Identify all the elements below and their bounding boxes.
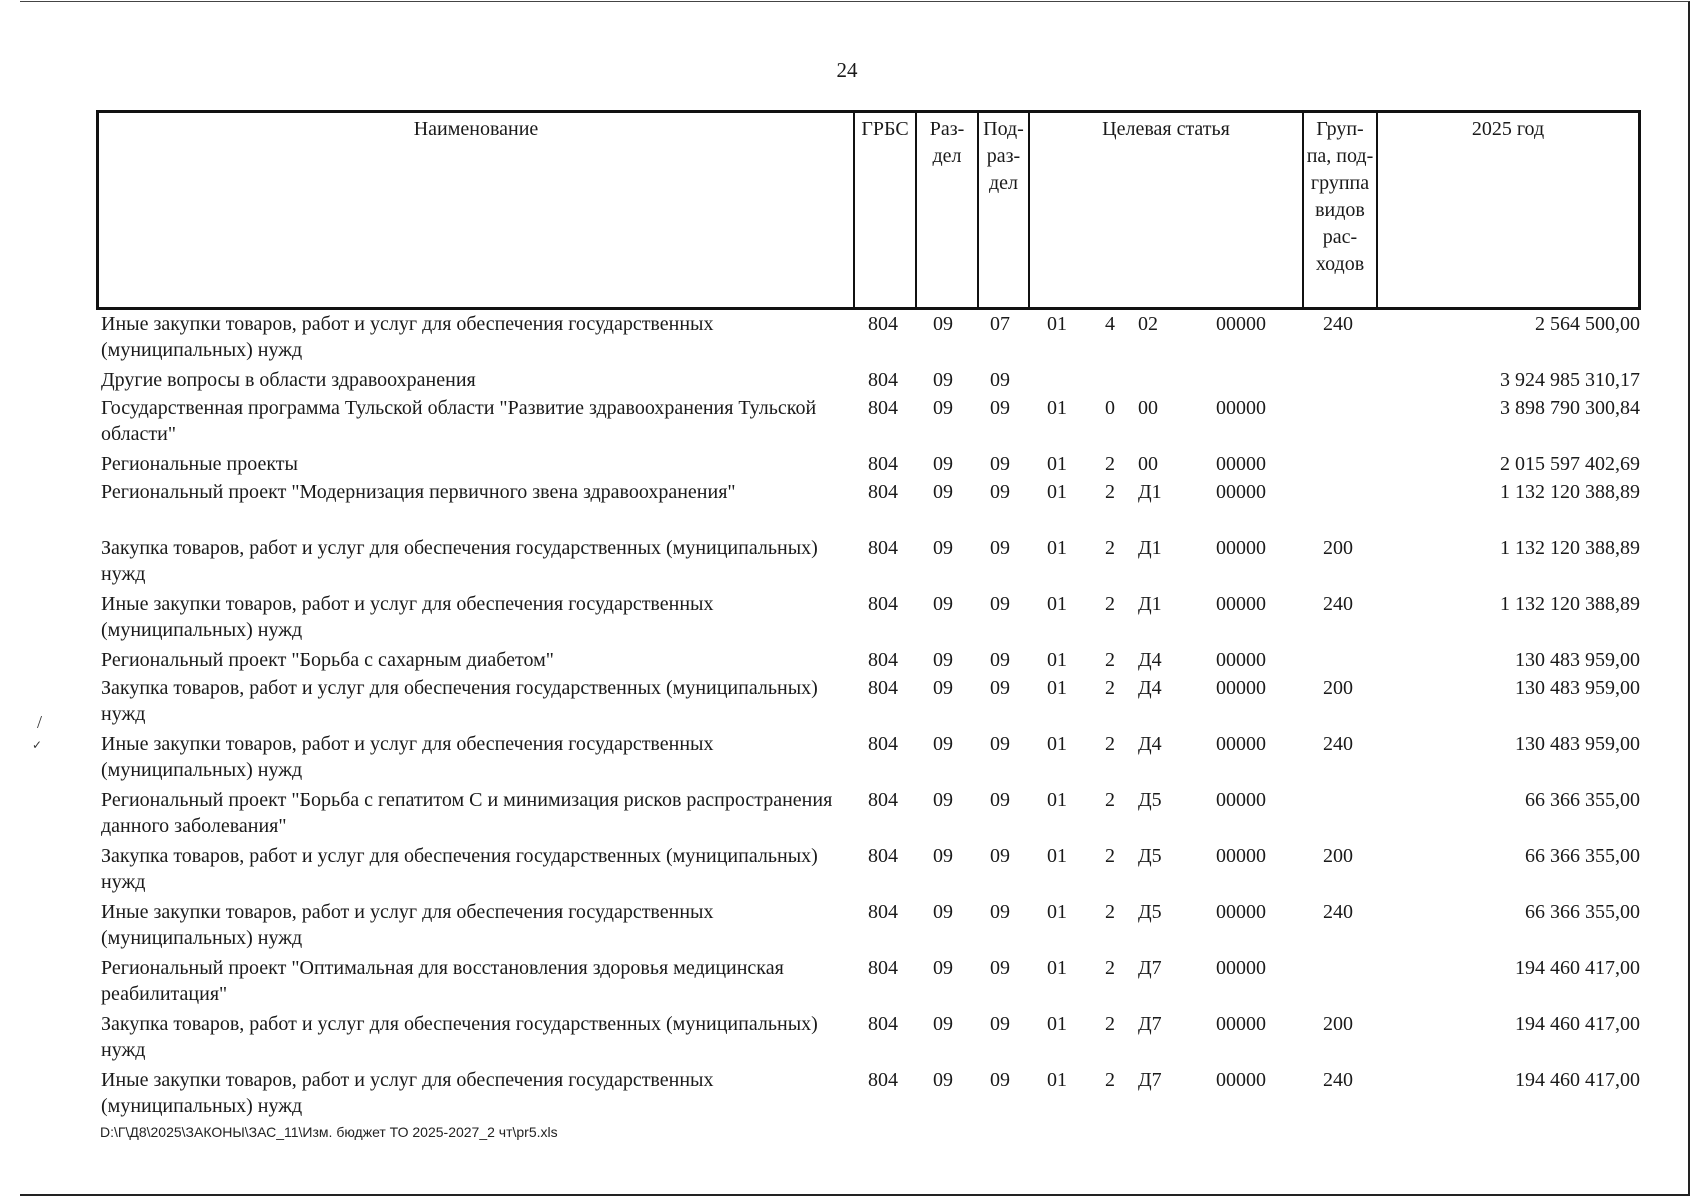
row-amount: 66 366 355,00 [1525,789,1640,811]
row-amount: 194 460 417,00 [1515,957,1640,979]
row-grbs: 804 [868,649,898,671]
row-name: Иные закупки товаров, работ и услуг для обеспечения государственных (муниципальных) нужд [101,733,714,781]
row-celevaya-type: 2 [1105,1069,1115,1091]
row-grbs: 804 [868,789,898,811]
row-celevaya-direction: 00000 [1216,1013,1266,1035]
row-name: Региональный проект "Борьба с гепатитом С и минимизация рисков распространения данного заболевания" [101,789,833,837]
row-expense-group: 240 [1323,901,1353,923]
row-celevaya-direction: 00000 [1216,901,1266,923]
row-podrazdel: 09 [990,1069,1010,1091]
row-razdel: 09 [933,789,953,811]
row-celevaya-program: 01 [1047,845,1067,867]
header-grbs: ГРБС [855,113,917,307]
row-celevaya-element: Д7 [1138,957,1162,979]
row-celevaya-program: 01 [1047,537,1067,559]
row-name: Государственная программа Тульской области "Развитие здравоохранения Тульской области" [101,397,817,445]
row-celevaya-type: 2 [1105,677,1115,699]
row-name: Закупка товаров, работ и услуг для обеспечения государственных (муниципальных) нужд [101,1013,818,1061]
row-celevaya-direction: 00000 [1216,677,1266,699]
row-celevaya-element: Д5 [1138,845,1162,867]
row-name: Региональный проект "Модернизация первичного звена здравоохранения" [101,481,736,503]
row-celevaya-element: 02 [1138,313,1158,335]
row-celevaya-type: 2 [1105,481,1115,503]
row-razdel: 09 [933,481,953,503]
row-name: Региональный проект "Оптимальная для восстановления здоровья медицинская реабилитация" [101,957,784,1005]
row-celevaya-direction: 00000 [1216,453,1266,475]
row-podrazdel: 09 [990,369,1010,391]
row-podrazdel: 07 [990,313,1010,335]
row-celevaya-program: 01 [1047,901,1067,923]
row-name: Иные закупки товаров, работ и услуг для обеспечения государственных (муниципальных) нужд [101,313,714,361]
row-amount: 66 366 355,00 [1525,901,1640,923]
row-razdel: 09 [933,845,953,867]
row-amount: 194 460 417,00 [1515,1013,1640,1035]
row-amount: 3 898 790 300,84 [1500,397,1640,419]
row-name: Закупка товаров, работ и услуг для обеспечения государственных (муниципальных) нужд [101,845,818,893]
row-celevaya-type: 2 [1105,593,1115,615]
header-year: 2025 год [1471,118,1545,140]
row-razdel: 09 [933,537,953,559]
row-celevaya-program: 01 [1047,957,1067,979]
row-celevaya-direction: 00000 [1216,845,1266,867]
row-amount: 1 132 120 388,89 [1500,481,1640,503]
row-celevaya-element: Д7 [1138,1069,1162,1091]
row-razdel: 09 [933,369,953,391]
row-podrazdel: 09 [990,481,1010,503]
row-podrazdel: 09 [990,733,1010,755]
row-grbs: 804 [868,369,898,391]
row-amount: 194 460 417,00 [1515,1069,1640,1091]
row-celevaya-program: 01 [1047,677,1067,699]
row-podrazdel: 09 [990,453,1010,475]
row-razdel: 09 [933,593,953,615]
row-razdel: 09 [933,1013,953,1035]
row-grbs: 804 [868,481,898,503]
row-razdel: 09 [933,649,953,671]
footer-file-path: D:\Г\Д8\2025\ЗАКОНЫ\ЗАС_11\Изм. бюджет ТО 2025-2027_2 чт\pr5.xls [100,1124,558,1140]
row-celevaya-direction: 00000 [1216,481,1266,503]
row-razdel: 09 [933,901,953,923]
row-name: Закупка товаров, работ и услуг для обеспечения государственных (муниципальных) нужд [101,677,818,725]
row-grbs: 804 [868,901,898,923]
row-expense-group: 240 [1323,1069,1353,1091]
row-celevaya-direction: 00000 [1216,957,1266,979]
row-celevaya-direction: 00000 [1216,593,1266,615]
row-grbs: 804 [868,733,898,755]
row-razdel: 09 [933,677,953,699]
row-name: Иные закупки товаров, работ и услуг для обеспечения государственных (муниципальных) нужд [101,593,714,641]
row-podrazdel: 09 [990,537,1010,559]
row-celevaya-element: Д1 [1138,593,1162,615]
row-celevaya-element: 00 [1138,453,1158,475]
row-celevaya-type: 2 [1105,901,1115,923]
row-amount: 130 483 959,00 [1515,677,1640,699]
row-amount: 66 366 355,00 [1525,845,1640,867]
row-celevaya-element: Д4 [1138,733,1162,755]
table-header [96,110,1641,310]
row-celevaya-element: Д5 [1138,901,1162,923]
row-expense-group: 240 [1323,313,1353,335]
row-celevaya-program: 01 [1047,397,1067,419]
row-celevaya-program: 01 [1047,453,1067,475]
row-name: Региональные проекты [101,453,298,475]
header-podrazdel: Под- раз- дел [979,113,1030,307]
row-name: Иные закупки товаров, работ и услуг для обеспечения государственных (муниципальных) нужд [101,1069,714,1117]
row-celevaya-direction: 00000 [1216,789,1266,811]
row-razdel: 09 [933,1069,953,1091]
row-amount: 2 015 597 402,69 [1500,453,1640,475]
row-celevaya-direction: 00000 [1216,397,1266,419]
row-celevaya-direction: 00000 [1216,537,1266,559]
row-celevaya-type: 2 [1105,649,1115,671]
row-grbs: 804 [868,537,898,559]
row-celevaya-type: 2 [1105,537,1115,559]
row-celevaya-element: Д1 [1138,537,1162,559]
row-grbs: 804 [868,957,898,979]
row-grbs: 804 [868,1013,898,1035]
row-celevaya-type: 2 [1105,845,1115,867]
row-podrazdel: 09 [990,789,1010,811]
row-expense-group: 200 [1323,677,1353,699]
row-grbs: 804 [868,397,898,419]
row-amount: 130 483 959,00 [1515,733,1640,755]
row-celevaya-direction: 00000 [1216,649,1266,671]
row-name: Иные закупки товаров, работ и услуг для обеспечения государственных (муниципальных) нужд [101,901,714,949]
header-group: Груп- па, под- группа видов рас- ходов [1304,113,1378,307]
row-amount: 3 924 985 310,17 [1500,369,1640,391]
row-podrazdel: 09 [990,397,1010,419]
row-name: Другие вопросы в области здравоохранения [101,369,476,391]
row-celevaya-type: 2 [1105,957,1115,979]
row-podrazdel: 09 [990,845,1010,867]
row-amount: 1 132 120 388,89 [1500,537,1640,559]
row-podrazdel: 09 [990,1013,1010,1035]
row-name: Региональный проект "Борьба с сахарным диабетом" [101,649,554,671]
row-name: Закупка товаров, работ и услуг для обеспечения государственных (муниципальных) нужд [101,537,818,585]
row-podrazdel: 09 [990,677,1010,699]
row-celevaya-element: Д4 [1138,677,1162,699]
row-podrazdel: 09 [990,901,1010,923]
row-celevaya-type: 2 [1105,733,1115,755]
row-celevaya-program: 01 [1047,649,1067,671]
header-name: Наименование [99,113,855,307]
row-grbs: 804 [868,845,898,867]
row-grbs: 804 [868,453,898,475]
row-celevaya-element: Д4 [1138,649,1162,671]
row-celevaya-type: 2 [1105,1013,1115,1035]
page-number: 24 [836,58,858,82]
row-podrazdel: 09 [990,649,1010,671]
row-razdel: 09 [933,733,953,755]
row-celevaya-element: Д5 [1138,789,1162,811]
row-celevaya-direction: 00000 [1216,733,1266,755]
row-celevaya-element: 00 [1138,397,1158,419]
row-razdel: 09 [933,397,953,419]
row-expense-group: 240 [1323,733,1353,755]
row-expense-group: 200 [1323,537,1353,559]
row-grbs: 804 [868,593,898,615]
row-amount: 2 564 500,00 [1535,313,1640,335]
row-grbs: 804 [868,1069,898,1091]
row-expense-group: 200 [1323,1013,1353,1035]
row-expense-group: 200 [1323,845,1353,867]
row-celevaya-program: 01 [1047,1069,1067,1091]
row-podrazdel: 09 [990,593,1010,615]
header-razdel: Раз- дел [917,113,979,307]
row-celevaya-program: 01 [1047,593,1067,615]
row-celevaya-element: Д7 [1138,1013,1162,1035]
row-celevaya-program: 01 [1047,789,1067,811]
margin-mark: ✓ [32,738,43,752]
row-celevaya-program: 01 [1047,1013,1067,1035]
row-celevaya-type: 2 [1105,453,1115,475]
row-podrazdel: 09 [990,957,1010,979]
row-celevaya-direction: 00000 [1216,1069,1266,1091]
row-expense-group: 240 [1323,593,1353,615]
row-celevaya-type: 0 [1105,397,1115,419]
row-celevaya-program: 01 [1047,733,1067,755]
row-razdel: 09 [933,453,953,475]
row-celevaya-type: 2 [1105,789,1115,811]
margin-mark: / [37,712,43,732]
row-grbs: 804 [868,677,898,699]
header-celevaya: Целевая статья [1030,113,1304,307]
row-celevaya-direction: 00000 [1216,313,1266,335]
row-amount: 130 483 959,00 [1515,649,1640,671]
row-celevaya-type: 4 [1105,313,1115,335]
row-amount: 1 132 120 388,89 [1500,593,1640,615]
row-celevaya-program: 01 [1047,313,1067,335]
row-celevaya-element: Д1 [1138,481,1162,503]
row-razdel: 09 [933,313,953,335]
row-razdel: 09 [933,957,953,979]
row-celevaya-program: 01 [1047,481,1067,503]
row-grbs: 804 [868,313,898,335]
